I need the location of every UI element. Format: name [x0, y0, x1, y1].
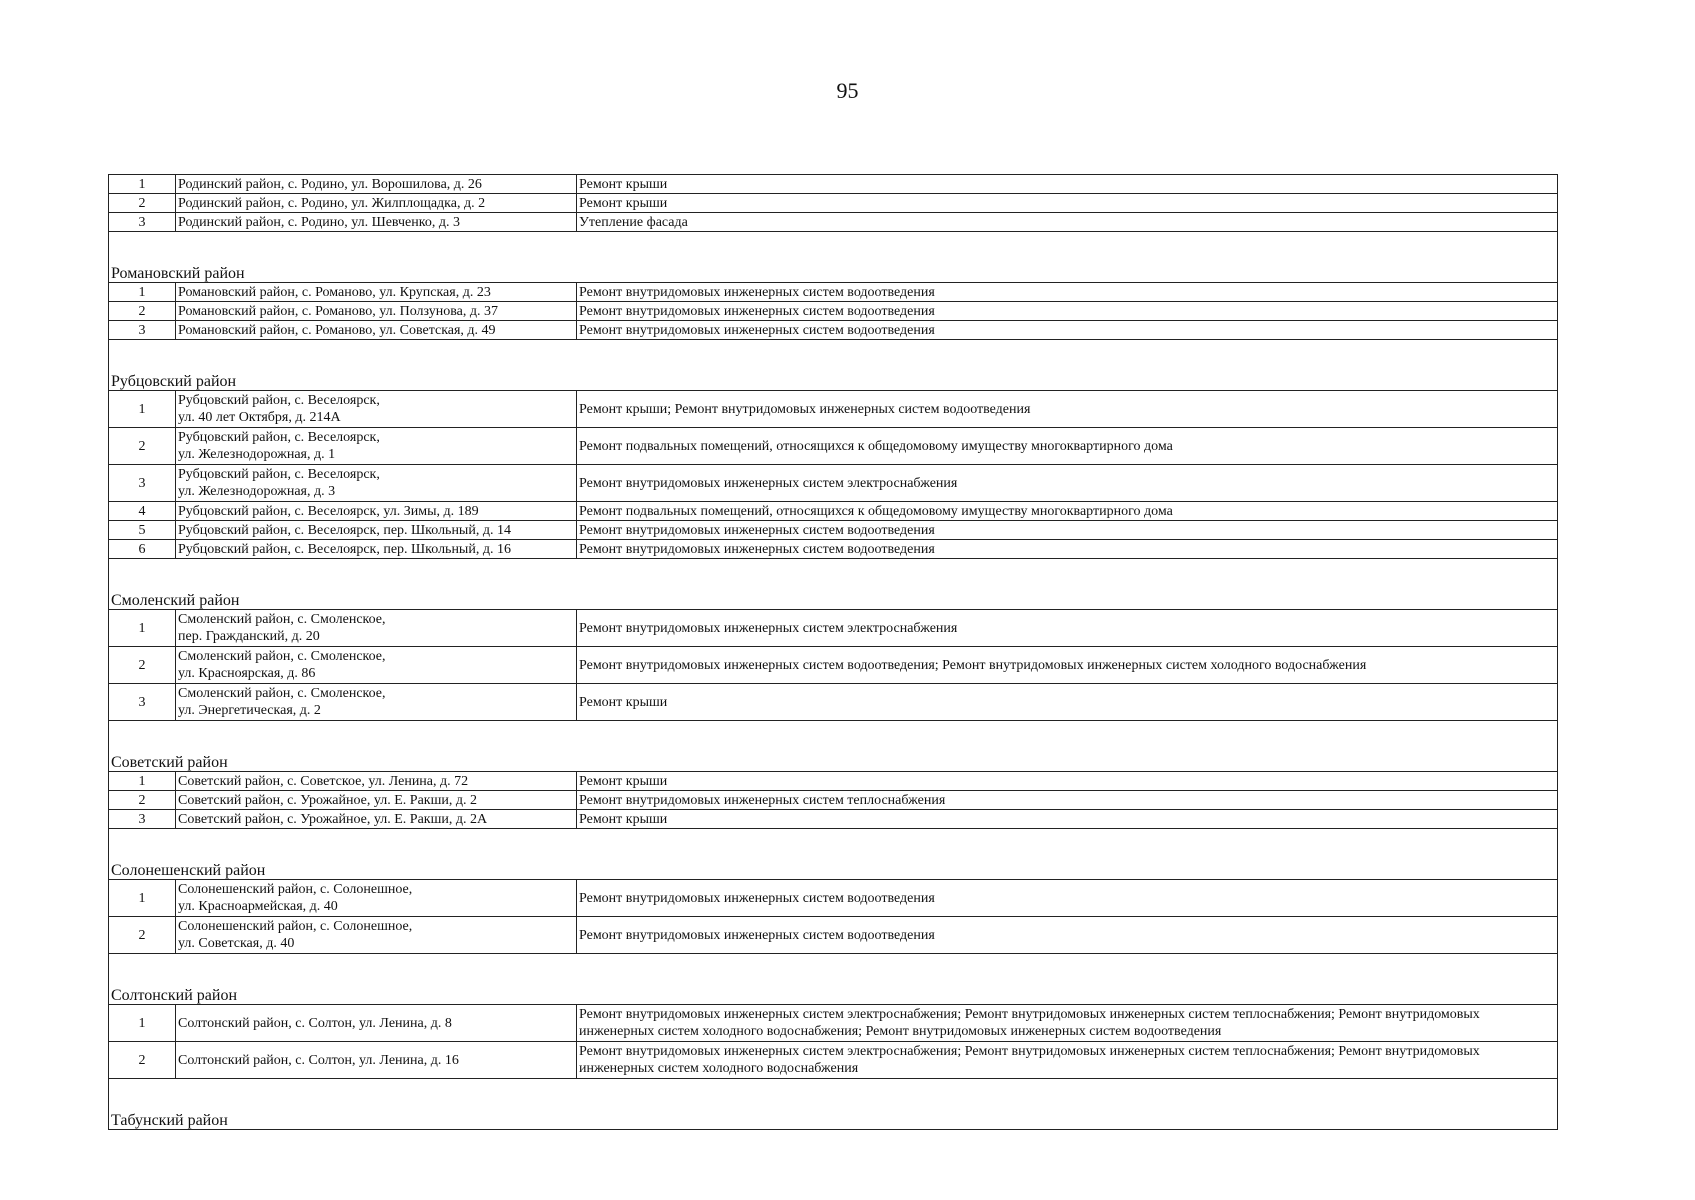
- address-cell: [176, 321, 577, 340]
- address-line: Романовский район, с. Романово, ул. Советская, д. 49: [178, 322, 496, 338]
- work-type-cell: Ремонт внутридомовых инженерных систем водоотведения: [577, 283, 1558, 302]
- address-line: Романовский район, с. Романово, ул. Крупская, д. 23: [178, 284, 491, 300]
- row-number: 1: [109, 283, 176, 302]
- address-cell: [176, 647, 577, 684]
- row-number: 2: [109, 791, 176, 810]
- address-cell: [176, 1005, 577, 1042]
- address-cell: [176, 465, 577, 502]
- table-row: [109, 194, 1558, 213]
- district-header: [109, 1111, 1558, 1130]
- table-row: [109, 465, 1558, 502]
- district-name: Романовский район: [109, 264, 1558, 283]
- spacer-row: [109, 232, 1558, 265]
- table-row: [109, 502, 1558, 521]
- row-number: 1: [109, 175, 176, 194]
- work-type-cell: Ремонт крыши: [577, 810, 1558, 829]
- district-header: [109, 264, 1558, 283]
- work-type-cell: Ремонт внутридомовых инженерных систем электроснабжения; Ремонт внутридомовых инженерных систем теплоснабжения; Ремонт внутридомовых инженерных систем холодного водоснабжения: [577, 1042, 1558, 1079]
- row-number: 1: [109, 772, 176, 791]
- spacer-row: [109, 340, 1558, 373]
- spacer-row: [109, 1079, 1558, 1112]
- address-line: Смоленский район, с. Смоленское,: [178, 649, 386, 664]
- address-line: Советский район, с. Советское, ул. Ленина, д. 72: [178, 773, 469, 789]
- spacer-row: [109, 954, 1558, 987]
- address-line: ул. 40 лет Октября, д. 214А: [178, 410, 341, 425]
- address-line: Солтонский район, с. Солтон, ул. Ленина, д. 8: [178, 1015, 452, 1031]
- district-name: Солонешенский район: [109, 861, 1558, 880]
- address-line: Романовский район, с. Романово, ул. Ползунова, д. 37: [178, 303, 499, 319]
- work-type-cell: Ремонт крыши; Ремонт внутридомовых инженерных систем водоотведения: [577, 391, 1558, 428]
- work-type-cell: Ремонт внутридомовых инженерных систем водоотведения: [577, 917, 1558, 954]
- address-line: Рубцовский район, с. Веселоярск,: [178, 467, 380, 482]
- address-cell: [176, 684, 577, 721]
- work-type-cell: Ремонт внутридомовых инженерных систем теплоснабжения: [577, 791, 1558, 810]
- district-header: [109, 861, 1558, 880]
- address-line: Смоленский район, с. Смоленское,: [178, 686, 386, 701]
- address-cell: [176, 772, 577, 791]
- district-header: [109, 591, 1558, 610]
- address-cell: [176, 521, 577, 540]
- district-name: Табунский район: [109, 1111, 1558, 1130]
- row-number: 1: [109, 1005, 176, 1042]
- address-line: Родинский район, с. Родино, ул. Ворошилова, д. 26: [178, 176, 482, 192]
- address-cell: [176, 194, 577, 213]
- work-type-cell: Ремонт внутридомовых инженерных систем водоотведения: [577, 880, 1558, 917]
- work-type-cell: Ремонт внутридомовых инженерных систем водоотведения: [577, 302, 1558, 321]
- row-number: 2: [109, 917, 176, 954]
- address-cell: [176, 610, 577, 647]
- district-header: [109, 986, 1558, 1005]
- address-cell: [176, 880, 577, 917]
- table-row: [109, 175, 1558, 194]
- address-cell: [176, 1042, 577, 1079]
- page-number: 95: [836, 78, 859, 103]
- district-name: Смоленский район: [109, 591, 1558, 610]
- work-type-cell: Ремонт подвальных помещений, относящихся к общедомовому имуществу многоквартирного дома: [577, 502, 1558, 521]
- table-row: [109, 391, 1558, 428]
- row-number: 3: [109, 810, 176, 829]
- address-line: ул. Железнодорожная, д. 1: [178, 447, 336, 462]
- address-line: ул. Красноармейская, д. 40: [178, 899, 338, 914]
- address-cell: [176, 213, 577, 232]
- address-line: ул. Советская, д. 40: [178, 936, 295, 951]
- address-line: Советский район, с. Урожайное, ул. Е. Ракши, д. 2А: [178, 811, 488, 827]
- work-type-cell: Ремонт внутридомовых инженерных систем водоотведения: [577, 321, 1558, 340]
- address-cell: [176, 810, 577, 829]
- address-cell: [176, 502, 577, 521]
- table-row: [109, 1042, 1558, 1079]
- address-line: пер. Гражданский, д. 20: [178, 629, 320, 644]
- row-number: 5: [109, 521, 176, 540]
- address-line: ул. Энергетическая, д. 2: [178, 703, 321, 718]
- table-row: [109, 540, 1558, 559]
- address-cell: [176, 175, 577, 194]
- work-type-cell: Утепление фасада: [577, 213, 1558, 232]
- work-type-cell: Ремонт внутридомовых инженерных систем электроснабжения: [577, 610, 1558, 647]
- address-line: Рубцовский район, с. Веселоярск, пер. Школьный, д. 14: [178, 522, 511, 538]
- row-number: 3: [109, 213, 176, 232]
- table-row: [109, 880, 1558, 917]
- work-type-cell: Ремонт внутридомовых инженерных систем водоотведения; Ремонт внутридомовых инженерных систем холодного водоснабжения: [577, 647, 1558, 684]
- address-cell: [176, 302, 577, 321]
- work-type-cell: Ремонт крыши: [577, 175, 1558, 194]
- row-number: 6: [109, 540, 176, 559]
- row-number: 1: [109, 880, 176, 917]
- row-number: 3: [109, 684, 176, 721]
- address-line: Смоленский район, с. Смоленское,: [178, 612, 386, 627]
- address-cell: [176, 283, 577, 302]
- address-line: Рубцовский район, с. Веселоярск,: [178, 430, 380, 445]
- housing-repair-table: [108, 174, 1558, 1130]
- row-number: 1: [109, 610, 176, 647]
- address-cell: [176, 917, 577, 954]
- spacer-row: [109, 829, 1558, 862]
- district-name: Рубцовский район: [109, 372, 1558, 391]
- table-row: [109, 810, 1558, 829]
- work-type-cell: Ремонт внутридомовых инженерных систем электроснабжения; Ремонт внутридомовых инженерных систем теплоснабжения; Ремонт внутридомовых инженерных систем холодного водоснабжения; Ремонт внутридомовых инженерных систем водоотведения: [577, 1005, 1558, 1042]
- table-row: [109, 772, 1558, 791]
- work-type-cell: Ремонт внутридомовых инженерных систем водоотведения: [577, 540, 1558, 559]
- spacer-row: [109, 721, 1558, 754]
- table-row: [109, 521, 1558, 540]
- district-name: Солтонский район: [109, 986, 1558, 1005]
- table-row: [109, 213, 1558, 232]
- spacer-row: [109, 559, 1558, 592]
- address-line: Рубцовский район, с. Веселоярск, пер. Школьный, д. 16: [178, 541, 511, 557]
- row-number: 2: [109, 302, 176, 321]
- table-row: [109, 1005, 1558, 1042]
- address-line: Солонешенский район, с. Солонешное,: [178, 882, 413, 897]
- table-row: [109, 428, 1558, 465]
- table-row: [109, 302, 1558, 321]
- address-line: ул. Железнодорожная, д. 3: [178, 484, 336, 499]
- table-row: [109, 283, 1558, 302]
- table-row: [109, 791, 1558, 810]
- row-number: 2: [109, 647, 176, 684]
- row-number: 1: [109, 391, 176, 428]
- district-name: Советский район: [109, 753, 1558, 772]
- row-number: 2: [109, 194, 176, 213]
- address-cell: [176, 791, 577, 810]
- work-type-cell: Ремонт крыши: [577, 194, 1558, 213]
- address-line: Рубцовский район, с. Веселоярск,: [178, 393, 380, 408]
- address-line: Рубцовский район, с. Веселоярск, ул. Зимы, д. 189: [178, 503, 479, 519]
- district-header: [109, 372, 1558, 391]
- address-cell: [176, 428, 577, 465]
- address-line: Солонешенский район, с. Солонешное,: [178, 919, 413, 934]
- work-type-cell: Ремонт подвальных помещений, относящихся к общедомовому имуществу многоквартирного дома: [577, 428, 1558, 465]
- row-number: 2: [109, 1042, 176, 1079]
- table-row: [109, 684, 1558, 721]
- table-row: [109, 917, 1558, 954]
- row-number: 2: [109, 428, 176, 465]
- address-cell: [176, 540, 577, 559]
- work-type-cell: Ремонт крыши: [577, 684, 1558, 721]
- work-type-cell: Ремонт внутридомовых инженерных систем водоотведения: [577, 521, 1558, 540]
- district-header: [109, 753, 1558, 772]
- work-type-cell: Ремонт внутридомовых инженерных систем электроснабжения: [577, 465, 1558, 502]
- address-line: Советский район, с. Урожайное, ул. Е. Ракши, д. 2: [178, 792, 477, 808]
- table-row: [109, 610, 1558, 647]
- address-cell: [176, 391, 577, 428]
- address-line: Солтонский район, с. Солтон, ул. Ленина, д. 16: [178, 1052, 459, 1068]
- table-row: [109, 321, 1558, 340]
- row-number: 3: [109, 465, 176, 502]
- row-number: 4: [109, 502, 176, 521]
- table-row: [109, 647, 1558, 684]
- address-line: Родинский район, с. Родино, ул. Жилплощадка, д. 2: [178, 195, 486, 211]
- address-line: ул. Красноярская, д. 86: [178, 666, 316, 681]
- address-line: Родинский район, с. Родино, ул. Шевченко, д. 3: [178, 214, 460, 230]
- work-type-cell: Ремонт крыши: [577, 772, 1558, 791]
- table-body: [109, 175, 1558, 1130]
- row-number: 3: [109, 321, 176, 340]
